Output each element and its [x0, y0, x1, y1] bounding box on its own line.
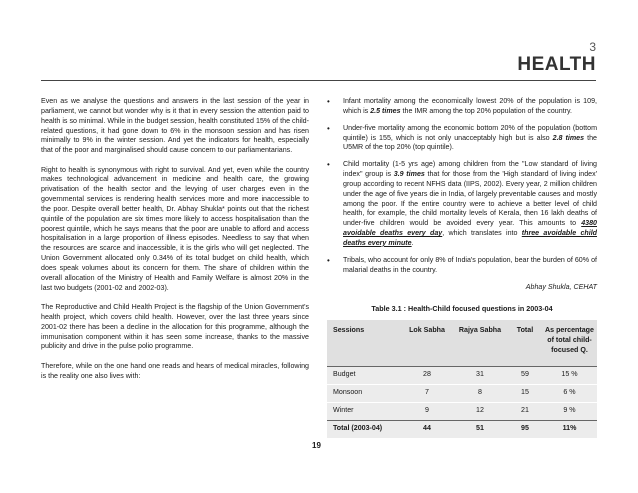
bullet-item: [327, 256, 597, 276]
table-caption: Table 3.1 : Health-Child focused questions in 2003-04: [371, 304, 553, 314]
bullet-text: .: [411, 238, 414, 247]
table-cell: 44: [402, 420, 452, 438]
table-cell: 21: [508, 402, 542, 420]
table-cell: Monsoon: [327, 384, 402, 402]
table-cell: 51: [452, 420, 508, 438]
stats-table: [327, 320, 597, 438]
page-number: 19: [312, 441, 321, 450]
table-cell: 6 %: [542, 384, 597, 402]
table-cell: Winter: [327, 402, 402, 420]
bullet-text: , which translates into: [442, 229, 522, 238]
chapter-number: 3: [589, 40, 596, 54]
column-header: Total: [508, 320, 542, 366]
paragraph: The Reproductive and Child Health Project is the flagship of the Union Government's health project, which covers child health. However, over the last three years since 2001-02 there has been a decline in the allocation for this programme, although the immunisation component within it has seen some increase, thanks to the massive publicity and drive in the pulse polio programme.: [41, 303, 309, 351]
bullet-item: [327, 124, 597, 154]
table-header-row: [327, 320, 597, 366]
bullet-item: [327, 160, 597, 249]
header-rule: [41, 80, 596, 81]
table-cell: 59: [508, 366, 542, 384]
bullet-item: [327, 97, 597, 117]
table-cell: 8: [452, 384, 508, 402]
left-column: [41, 97, 309, 391]
table-cell: 9 %: [542, 402, 597, 420]
table-cell: 28: [402, 366, 452, 384]
bullet-text: that for those from the 'High standard of living index' group according to recent NFHS data (IIPS, 2002). Every year, 2 million children under the age of five years die in India, of largely preventable causes and mostly among the poor. If the entire country were to achieve a better level of child health, for example, the child mortality levels of Kerala, then 16 lakh deaths of under-five children would be avoided every year. This amounts to: [343, 170, 598, 228]
bullet-text: Infant mortality among the economically lowest 20% of the population is 109, which is: [343, 97, 597, 115]
bullet-emphasis: 3.9 times: [393, 170, 425, 179]
table-cell: 95: [508, 420, 542, 438]
signature: Abhay Shukla, CEHAT: [525, 282, 597, 291]
table-cell: 11%: [542, 420, 597, 438]
table-cell: 15: [508, 384, 542, 402]
table-cell: 7: [402, 384, 452, 402]
column-header: Rajya Sabha: [452, 320, 508, 366]
paragraph: Therefore, while on the one hand one reads and hears of medical miracles, following is the reality one also lives with:: [41, 361, 309, 380]
column-header: Sessions: [327, 320, 402, 366]
bullet-emphasis: three avoidable child deaths every minute: [343, 229, 598, 247]
table-total-row: [327, 420, 597, 438]
bullet-text: Under-five mortality among the economic bottom 20% of the population (bottom quintile) is 155, which is not only unacceptably high but is also: [343, 123, 597, 142]
table-cell: 31: [452, 366, 508, 384]
table-cell: 9: [402, 402, 452, 420]
bullet-text: the IMR among the top 20% population of the country.: [400, 106, 572, 115]
table-cell: Budget: [327, 366, 402, 384]
table-row: [327, 384, 597, 402]
bullet-text: Tribals, who account for only 8% of India's population, bear the burden of 60% of malarial deaths in the country.: [343, 255, 597, 274]
bullet-emphasis: 2.8 times: [552, 133, 585, 142]
bullet-emphasis: 4380 avoidable deaths every day: [343, 219, 597, 238]
table-row: [327, 402, 597, 420]
column-header: Lok Sabha: [402, 320, 452, 366]
table-cell: Total (2003-04): [327, 420, 402, 438]
bullet-text: Child mortality (1-5 yrs age) among children from the "Low standard of living index" group is: [343, 160, 597, 179]
chapter-title: HEALTH: [517, 54, 596, 75]
paragraph: Right to health is synonymous with right to survival. And yet, even while the country makes technological advancement in medicine and health care, the growing privatisation of the health sector and the levying of user charges even in the governmental services is rendering health services more and more inaccessible to the poor. Despite overall better health, Dr. Abhay Shukla* points out that the richest quintile of the population are six times more likely to access hospitalisation than the poorest quintile, which he says means that the poor are unable to afford and access hospitalisation in a large proportion of illness episodes. Needless to say that when the resources are scarce and inaccessible, it is the girls who will get neglected. The Union Government allocated only 0.34% of its total budget on child health, which does speak volumes about its concern for them. The share of children within the overall allocation of the Ministry of Health and Family Welfare is almost 20% in the last two budgets (2001-02 and 2002-03).: [41, 165, 309, 292]
column-header: As percentage of total child-focused Q.: [542, 320, 597, 366]
right-column: [327, 97, 597, 438]
paragraph: Even as we analyse the questions and answers in the last session of the year in parliament, we cannot but wonder why is it that in every session the attention paid to health is so minimal. While in the budget session, health constituted 15% of the child-related questions, it had gone down to 6% in the monsoon session and has risen minimally to 9% in the winter session. And yet the indicators for health, especially that of the poor and marginalised should cause concern to our parliamentarians.: [41, 97, 309, 155]
table-cell: 15 %: [542, 366, 597, 384]
bullet-emphasis: 2.5 times: [370, 106, 401, 115]
table-row: [327, 366, 597, 384]
bullet-text: the U5MR of the top 20% (top quintile).: [343, 133, 597, 152]
table-cell: 12: [452, 402, 508, 420]
